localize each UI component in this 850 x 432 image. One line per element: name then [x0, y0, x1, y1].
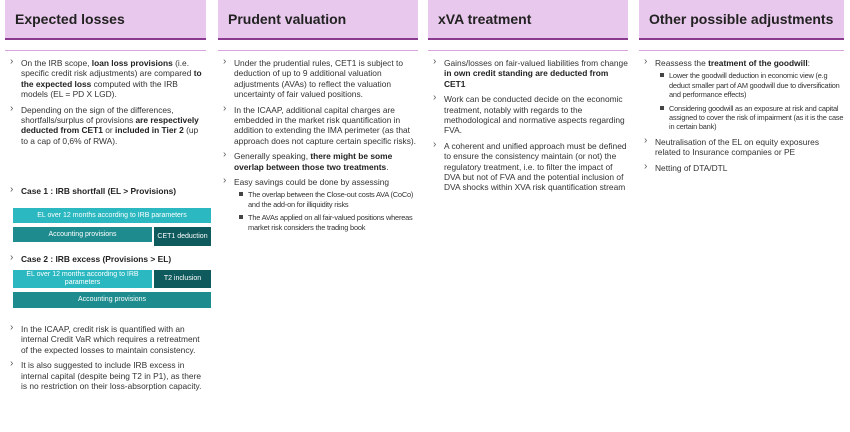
list-item: › Reassess the treatment of the goodwill: Lower the goodwill deduction in economic view (e.g deduct smaller part of AM goodwill due to diversification and performance effects) Considering goodwill as an exposure at risk and capital assigned to cover the risk of impairment (as it is the case in certain bank) — [639, 58, 844, 132]
bullet-list — [639, 58, 844, 178]
sub-list-item: The AVAs applied on all fair-valued positions whereas market risk considers the trading book — [234, 213, 418, 232]
sub-list-item: The overlap between the Close-out costs AVA (CoCo) and the add-on for illiquidity risks — [234, 190, 418, 209]
list-item: › In the ICAAP, additional capital charges are embedded in the market risk quantification in addition to extending the IMA perimeter (as that approach does not capture certain specific risks). — [218, 105, 418, 147]
column-expected-losses — [5, 0, 206, 432]
accounting-provisions-box: Accounting provisions — [13, 292, 211, 308]
t2-inclusion-box: T2 inclusion — [154, 270, 211, 288]
case-2-label: › Case 2 : IRB excess (Provisions > EL) — [5, 254, 206, 264]
column-prudent-valuation — [218, 0, 418, 432]
bullet-list — [218, 58, 418, 237]
sub-list — [655, 71, 844, 131]
list-item: › Gains/losses on fair-valued liabilities from change in own credit standing are deducted from CET1 — [428, 58, 628, 89]
el-box: EL over 12 months according to IRB parameters — [13, 208, 211, 223]
sub-list-item: Lower the goodwill deduction in economic view (e.g deduct smaller part of AM goodwill due to diversification and performance effects) — [655, 71, 844, 99]
list-item: › Under the prudential rules, CET1 is subject to deduction of up to 9 additional valuation adjustments (AVAs) to reflect the valuation uncertainty of fair valued positions. — [218, 58, 418, 100]
list-item: › On the IRB scope, loan loss provisions (i.e. specific credit risk adjustments) are compared to the expected loss computed with the IRB models (EL = PD X LGD). — [5, 58, 206, 100]
list-item: › A coherent and unified approach must be defined to ensure the consistency maintain (or not) the regulatory treatment, i.e. to filter the impact of DVA but not of FVA and the potential inclusion of DVA shocks within XVA risk quantification stream — [428, 141, 628, 193]
cet1-deduction-box: CET1 deduction — [154, 227, 211, 246]
list-item: › Depending on the sign of the differences, shortfalls/surplus of provisions are respectively deducted from CET1 or included in Tier 2 (up to a cap of 0,6% of RWA). — [5, 105, 206, 147]
column-xva-treatment — [428, 0, 628, 432]
list-item: › Easy savings could be done by assessing The overlap between the Close-out costs AVA (CoCo) and the add-on for illiquidity risks The AVAs applied on all fair-valued positions whereas market risk considers the trading book — [218, 177, 418, 232]
list-item: › Netting of DTA/DTL — [639, 163, 844, 173]
column-header: Other possible adjustments — [639, 0, 844, 40]
divider — [639, 50, 844, 51]
divider — [5, 50, 206, 51]
divider — [428, 50, 628, 51]
bullet-list — [428, 58, 628, 198]
accounting-provisions-box: Accounting provisions — [13, 227, 152, 242]
list-item: › Neutralisation of the EL on equity exposures related to Insurance companies or PE — [639, 137, 844, 158]
list-item: › Work can be conducted decide on the economic treatment, notably with regards to the methodological and normative aspects regarding FVA. — [428, 94, 628, 136]
bullet-list — [5, 58, 206, 151]
sub-list — [234, 190, 418, 232]
el-box: EL over 12 months according to IRB parameters — [13, 270, 152, 288]
sub-list-item: Considering goodwill as an exposure at risk and capital assigned to cover the risk of impairment (as it is the case in certain bank) — [655, 104, 844, 132]
bullet-list — [5, 324, 206, 396]
divider — [218, 50, 418, 51]
column-other-adjustments — [639, 0, 844, 432]
column-header: Expected losses — [5, 0, 206, 40]
list-item: › Generally speaking, there might be some overlap between those two treatments. — [218, 151, 418, 172]
column-header: Prudent valuation — [218, 0, 418, 40]
list-item: › It is also suggested to include IRB excess in internal capital (despite being T2 in P1), as there is no restriction on their loss-absorption capacity. — [5, 360, 206, 391]
column-header: xVA treatment — [428, 0, 628, 40]
case-1-label: › Case 1 : IRB shortfall (EL > Provisions) — [5, 186, 206, 196]
list-item: › In the ICAAP, credit risk is quantified with an internal Credit VaR which requires a retreatment of the expected losses to maintain consistency. — [5, 324, 206, 355]
